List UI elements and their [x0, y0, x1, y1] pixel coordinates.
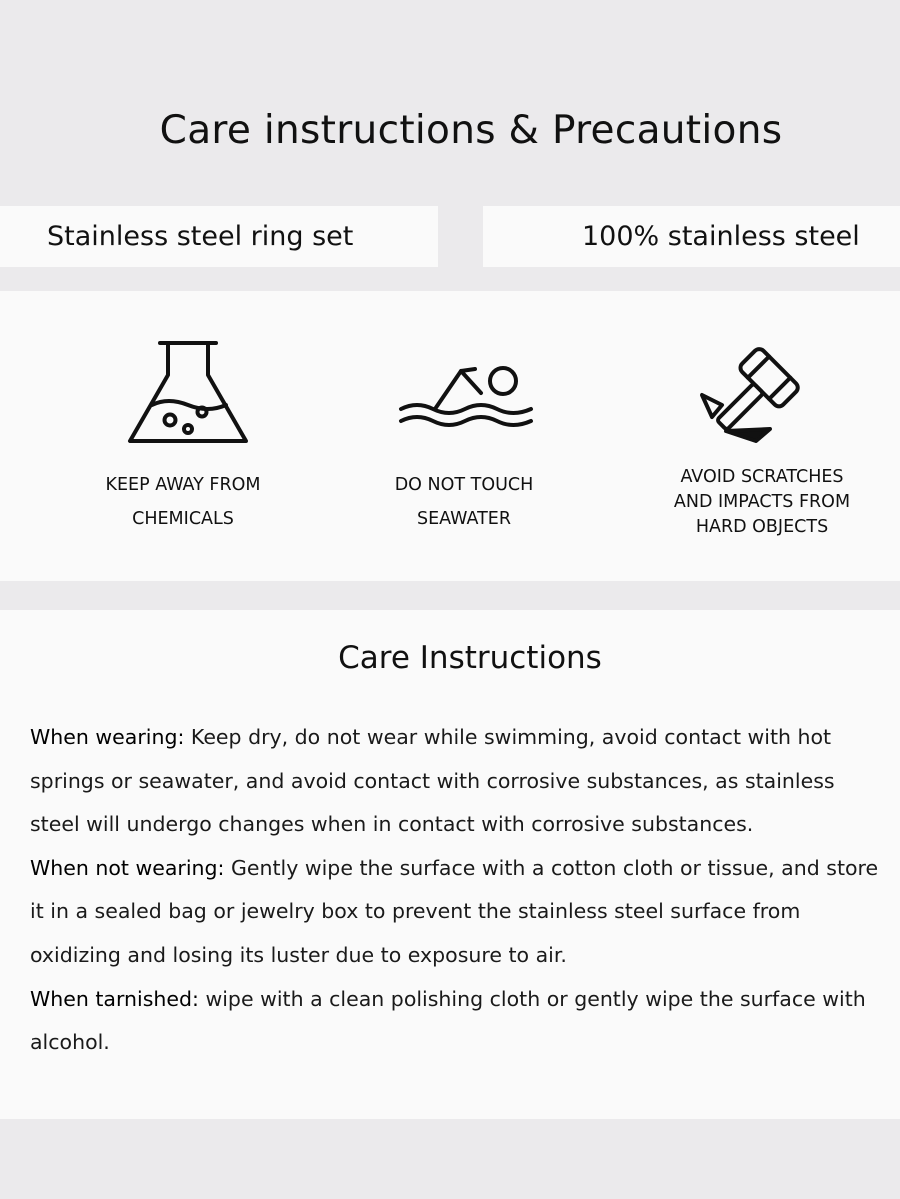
care-item-label: When tarnished: — [30, 986, 199, 1011]
care-item-text: Keep dry, do not wear while swimming, avoid contact with hot springs or seawater, and avoid contact with corrosive substances, as stainless steel will undergo changes when in contact with corrosive substances. — [30, 725, 835, 837]
product-name-box — [0, 206, 438, 267]
flask-icon — [118, 333, 258, 453]
care-item-text: wipe with a clean polishing cloth or gently wipe the surface with alcohol. — [30, 986, 866, 1055]
material-label: 100% stainless steel — [582, 221, 860, 252]
care-item-wearing — [30, 716, 890, 847]
hammer-icon — [692, 337, 842, 452]
page-title: Care instructions & Precautions — [159, 108, 783, 153]
care-item-label: When not wearing: — [30, 855, 225, 880]
care-heading: Care Instructions — [338, 640, 602, 676]
flask-label: KEEP AWAY FROM CHEMICALS — [105, 475, 261, 529]
care-body — [30, 716, 890, 1065]
material-box — [483, 206, 900, 267]
care-item-not-wearing — [30, 847, 890, 978]
precautions-panel — [0, 291, 900, 581]
product-name: Stainless steel ring set — [47, 221, 354, 252]
care-item-text: Gently wipe the surface with a cotton cloth or tissue, and store it in a sealed bag or jewelry box to prevent the stainless steel surface from oxidizing and losing its luster due to exposure to air. — [30, 855, 879, 967]
hammer-label: AVOID SCRATCHES AND IMPACTS FROM HARD OBJECTS — [673, 467, 851, 537]
care-instructions-panel — [0, 610, 900, 1119]
swimmer-icon — [395, 353, 540, 433]
swimmer-label: DO NOT TOUCH SEAWATER — [394, 475, 534, 529]
care-item-tarnished — [30, 978, 890, 1065]
care-item-label: When wearing: — [30, 725, 185, 749]
